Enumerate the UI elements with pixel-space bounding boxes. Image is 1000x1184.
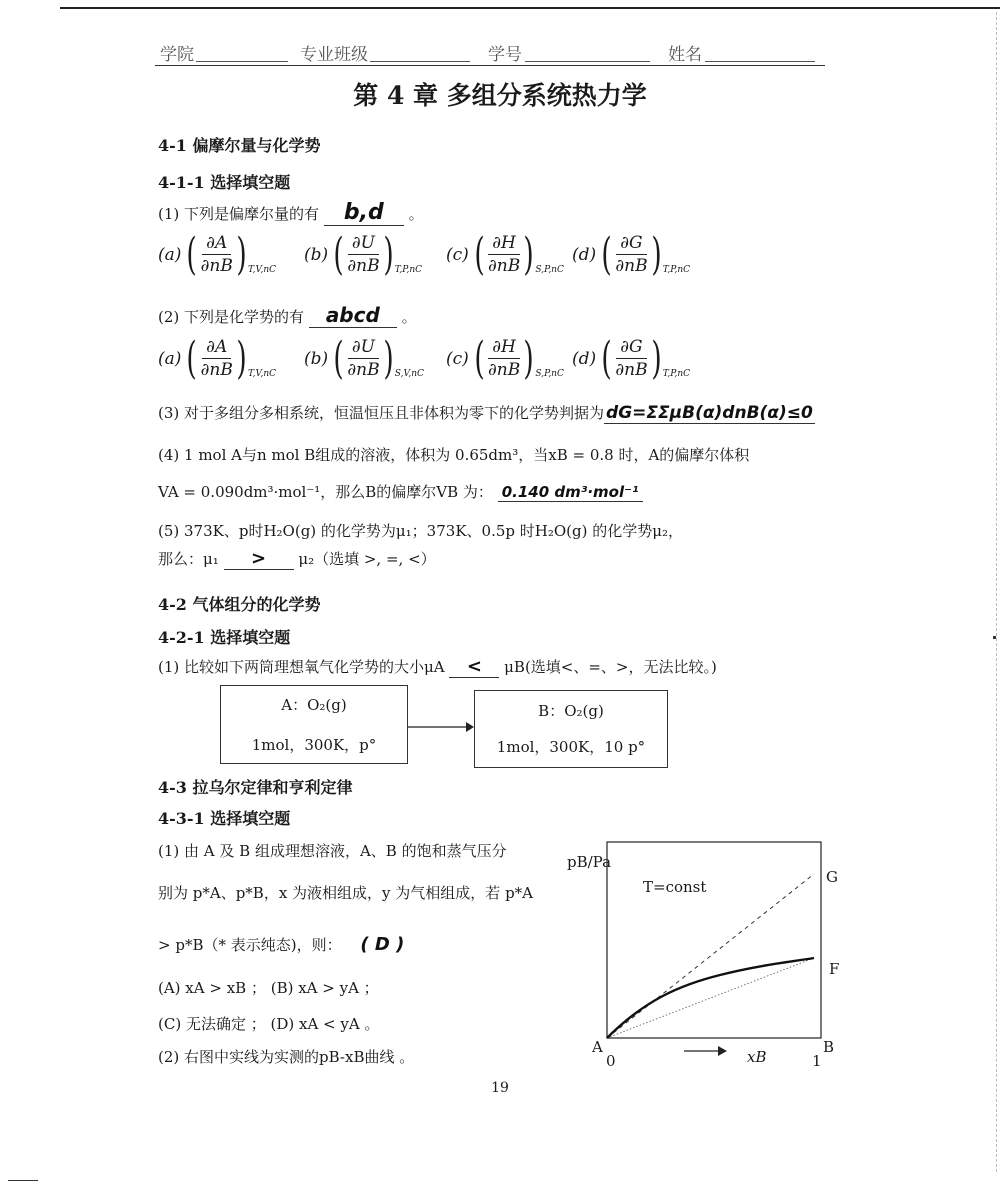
q1-4-line1: (4) 1 mol A与n mol B组成的溶液，体积为 0.65dm³，当xB = 0.8 时，A的偏摩尔体积 <box>158 446 750 464</box>
top-rule <box>60 7 1000 9</box>
numerator: ∂H <box>488 336 520 359</box>
graph-label-B: B <box>823 1038 835 1056</box>
partial-derivative-options-1 <box>158 228 718 292</box>
option-label: (a) <box>158 244 182 265</box>
graph-xlabel: xB <box>747 1048 767 1066</box>
q1-2 <box>158 303 417 328</box>
cylinder-A-conditions: 1mol，300K，p° <box>251 736 377 754</box>
xaxis-arrow <box>684 1045 728 1057</box>
option-label: (b) <box>304 348 329 369</box>
arrow-A-to-B <box>406 720 476 734</box>
F-dotted-line <box>607 958 814 1038</box>
q3-2-text: (2) 右图中实线为实测的pB-xB曲线 。 <box>158 1048 415 1066</box>
q1-5-suffix: μ₂（选填 >, =, <） <box>298 550 436 568</box>
measured-curve <box>607 958 814 1038</box>
q2-1-suffix: μB(选填<、=、>，无法比较。) <box>504 658 717 676</box>
subsection-4-2-1-title: 4-2-1 选择填空题 <box>158 628 291 647</box>
option-label: (c) <box>446 244 469 265</box>
header-name-blank <box>705 61 815 62</box>
q1-3 <box>158 402 815 424</box>
q1-1-text: (1) 下列是偏摩尔量的有 <box>158 205 320 223</box>
graph-tick-1: 1 <box>812 1052 822 1070</box>
q3-1-options-CD: (C) 无法确定 ； (D) xA < yA 。 <box>158 1015 380 1033</box>
option-a: (a) ( $\frac{\partial A}{\partial nB}$ ) T,V,nC <box>158 228 276 280</box>
option-c: (c) ( $\frac{\partial H}{\partial nB}$ ) S,P,nC <box>446 228 564 280</box>
cylinder-A-gas: A：O₂(g) <box>281 696 347 714</box>
option-label: (a) <box>158 348 182 369</box>
denominator: ∂nB <box>615 360 648 380</box>
denominator: ∂nB <box>200 256 233 276</box>
q1-3-answer: dG=ΣΣμB(α)dnB(α)≤0 <box>606 403 813 423</box>
section-4-1-title: 4-1 偏摩尔量与化学势 <box>158 136 321 155</box>
header-class: 专业班级 <box>300 45 368 65</box>
option-b: (b) ( $\frac{\partial U}{\partial nB}$ ) T,P,nC <box>304 228 423 280</box>
graph-annotation: T=const <box>643 878 707 896</box>
q2-1 <box>158 656 717 678</box>
graph-label-A: A <box>592 1038 603 1056</box>
numerator: ∂G <box>616 336 646 359</box>
subscript: T,P,nC <box>662 265 691 275</box>
section-4-2-title: 4-2 气体组分的化学势 <box>158 595 321 614</box>
q3-1-options-AB: (A) xA > xB ； (B) xA > yA ； <box>158 979 379 997</box>
option-b: (b) ( $\frac{\partial U}{\partial nB}$ ) S,V,nC <box>304 332 424 384</box>
option-label: (b) <box>304 244 329 265</box>
option-label: (c) <box>446 348 469 369</box>
header-college: 学院 <box>160 45 194 65</box>
q1-5-line2 <box>158 548 436 570</box>
graph-label-F: F <box>829 960 840 978</box>
q1-3-text: (3) 对于多组分多相系统，恒温恒压且非体积为零下的化学势判据为 <box>158 404 605 422</box>
subscript: T,P,nC <box>662 369 691 379</box>
subsection-4-3-1-title: 4-3-1 选择填空题 <box>158 809 291 828</box>
denominator: ∂nB <box>487 256 521 276</box>
graph-tick-0: 0 <box>606 1052 616 1070</box>
option-label: (d) <box>572 244 597 265</box>
q3-1-line3 <box>158 934 404 955</box>
numerator: ∂A <box>202 232 231 255</box>
numerator: ∂G <box>616 232 646 255</box>
section-4-3-title: 4-3 拉乌尔定律和亨利定律 <box>158 778 353 797</box>
page-edge <box>996 12 997 1172</box>
graph-frame <box>607 842 821 1038</box>
graph-label-G: G <box>826 868 838 886</box>
numerator: ∂H <box>488 232 520 255</box>
numerator: ∂U <box>348 336 379 359</box>
option-d: (d) ( $\frac{\partial G}{\partial nB}$ ) T,P,nC <box>572 332 691 384</box>
denominator: ∂nB <box>487 360 521 380</box>
numerator: ∂A <box>202 336 231 359</box>
q1-1-answer: b,d <box>324 200 404 226</box>
partial-derivative-options-2 <box>158 332 718 396</box>
subscript: T,V,nC <box>247 265 276 275</box>
option-label: (d) <box>572 348 597 369</box>
vapor-pressure-graph <box>600 840 830 1050</box>
scan-mark <box>8 1180 38 1181</box>
header-rule <box>155 65 825 66</box>
header-student-id: 学号 <box>488 45 522 65</box>
q3-1-answer: ( D ) <box>360 934 405 955</box>
denominator: ∂nB <box>615 256 648 276</box>
q1-2-period: 。 <box>401 308 417 326</box>
subscript: S,P,nC <box>535 265 564 275</box>
header-class-blank <box>370 61 470 62</box>
cylinder-B-box <box>474 690 668 768</box>
q1-4-line2 <box>158 481 643 502</box>
subsection-4-1-1-title: 4-1-1 选择填空题 <box>158 173 291 192</box>
q2-1-answer: < <box>449 656 499 678</box>
cylinder-B-conditions: 1mol，300K，10 p° <box>496 738 646 756</box>
q3-1-line2: 别为 p*A、p*B，x 为液相组成，y 为气相组成，若 p*A <box>158 884 534 902</box>
denominator: ∂nB <box>347 256 380 276</box>
cylinder-B-gas: B：O₂(g) <box>538 702 604 720</box>
q1-4-text: VA = 0.090dm³·mol⁻¹，那么B的偏摩尔VB 为： <box>158 483 493 501</box>
subscript: T,P,nC <box>394 265 423 275</box>
q1-4-answer: 0.140 dm³·mol⁻¹ <box>498 483 643 502</box>
q1-1-period: 。 <box>408 205 424 223</box>
header-name: 姓名 <box>668 45 702 65</box>
subscript: T,V,nC <box>247 369 276 379</box>
cylinder-A-box <box>220 685 408 764</box>
option-d: (d) ( $\frac{\partial G}{\partial nB}$ ) T,P,nC <box>572 228 691 280</box>
subscript: S,V,nC <box>394 369 424 379</box>
q3-1-line1: (1) 由 A 及 B 组成理想溶液，A、B 的饱和蒸气压分 <box>158 842 507 860</box>
q1-5-line1: (5) 373K、p时H₂O(g) 的化学势为μ₁；373K、0.5p 时H₂O(g) 的化学势μ₂， <box>158 522 683 540</box>
q1-5-prefix: 那么：μ₁ <box>158 550 219 568</box>
q1-5-answer: > <box>224 548 294 570</box>
page-number: 19 <box>491 1080 509 1096</box>
subscript: S,P,nC <box>535 369 564 379</box>
header-id-blank <box>525 61 650 62</box>
q1-1 <box>158 200 424 226</box>
q2-1-prefix: (1) 比较如下两筒理想氧气化学势的大小μA <box>158 658 445 676</box>
numerator: ∂U <box>348 232 379 255</box>
header-college-blank <box>196 61 288 62</box>
denominator: ∂nB <box>200 360 233 380</box>
chapter-title: 第 4 章 多组分系统热力学 <box>353 81 647 110</box>
graph-ylabel: pB/Pa <box>567 853 612 871</box>
q1-2-text: (2) 下列是化学势的有 <box>158 308 305 326</box>
option-c: (c) ( $\frac{\partial H}{\partial nB}$ ) S,P,nC <box>446 332 564 384</box>
scan-dot <box>993 636 996 639</box>
q3-1-text: > p*B（* 表示纯态)，则： <box>158 936 342 954</box>
denominator: ∂nB <box>347 360 380 380</box>
G-dashed-line <box>607 874 814 1038</box>
q1-2-answer: abcd <box>309 303 397 328</box>
option-a: (a) ( $\frac{\partial A}{\partial nB}$ ) T,V,nC <box>158 332 276 384</box>
